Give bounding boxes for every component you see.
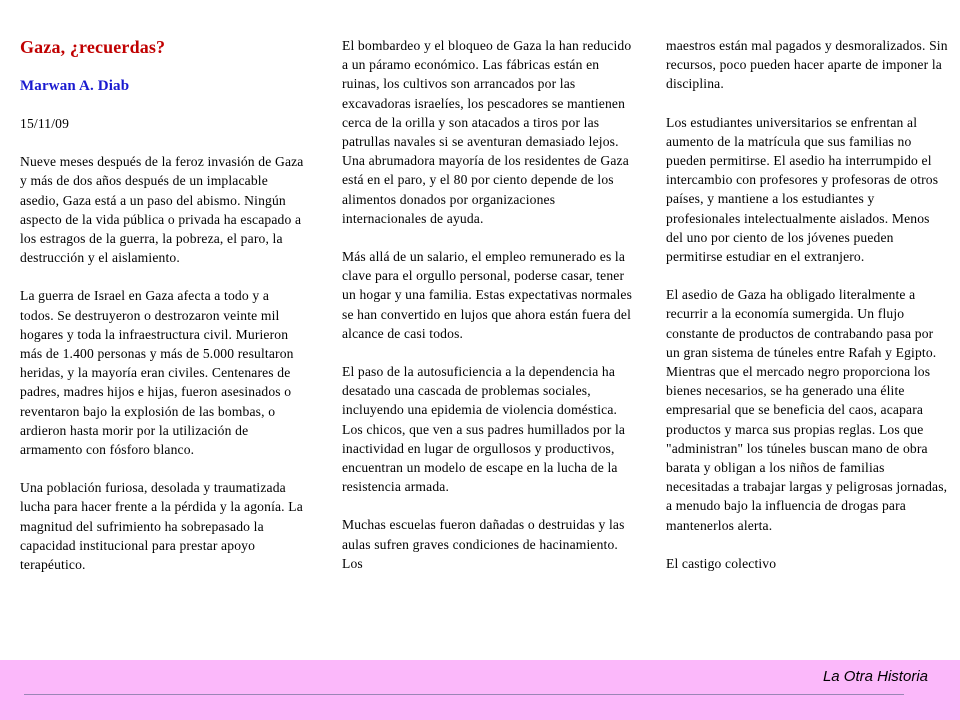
paragraph: Los estudiantes universitarios se enfrentan al aumento de la matrícula que sus familias no pueden permitirse. El asedio ha interrumpido el intercambio con profesores y profesoras de otros países, y mantiene a los estudiantes y profesionales intelectualmente aislados. Menos del uno por ciento de los jóvenes pueden permitirse estudiar en el extranjero.	[666, 114, 939, 265]
paragraph: Nueve meses después de la feroz invasión de Gaza y más de dos años después de un implacable asedio, Gaza está a un paso del abismo. Ningún aspecto de la vida pública o privada ha escapado a los estragos de la guerra, la pobreza, el paro, la destrucción y el aislamiento.	[20, 154, 304, 266]
footer-label: La Otra Historia	[822, 668, 928, 685]
paragraph: El castigo colectivo	[666, 555, 777, 571]
column-2	[342, 36, 632, 592]
paragraph: Una población furiosa, desolada y traumatizada lucha para hacer frente a la pérdida y la agonía. La magnitud del sufrimiento ha sobrepasado la capacidad institucional para prestar apoyo terapéutico.	[20, 480, 303, 573]
article-date: 15/11/09	[20, 116, 70, 131]
paragraph: Más allá de un salario, el empleo remunerado es la clave para el orgullo personal, poderse casar, tener un hogar y una familia. Estas expectativas normales se han convertido en lujos que ahora están fuera del alcance de casi todos.	[342, 249, 633, 341]
article-title: Gaza, ¿recuerdas?	[20, 37, 166, 57]
footer-divider	[24, 694, 904, 695]
paragraph: La guerra de Israel en Gaza afecta a todo y a todos. Se destruyeron o destrozaron veinte mil hogares y toda la infraestructura civil. Murieron más de 1.400 personas y más de 5.000 resultaron heridas, y la mayoría eran civiles. Centenares de padres, madres hijos e hijas, fueron asesinados o reventaron bajo la explosión de las bombas, o ardieron hasta morir por la utilización de armamento con fósforo blanco.	[20, 288, 294, 458]
column-1	[20, 36, 305, 593]
paragraph: El asedio de Gaza ha obligado literalmente a recurrir a la economía sumergida. Un flujo constante de productos de contrabando pasa por un gran sistema de túneles entre Rafah y Egipto. Mientras que el mercado negro proporciona los bienes necesarios, se ha generado una élite empresarial que se beneficia del caos, acapara productos y marca sus propias reglas. Los que "administran" los túneles buscan mano de obra barata y obligan a los niños de familias necesitadas a trabajar largas y peligrosas jornadas, a menudo bajo la influencia de drogas para mantenerlos alerta.	[666, 287, 948, 533]
paragraph: maestros están mal pagados y desmoralizados. Sin recursos, poco pueden hacer aparte de imponer la disciplina.	[666, 38, 948, 92]
footer-band	[0, 660, 960, 720]
column-3	[666, 36, 948, 592]
paragraph: El bombardeo y el bloqueo de Gaza la han reducido a un páramo económico. Las fábricas están en ruinas, los cultivos son arrancados por las excavadoras israelíes, los pescadores se mantienen cerca de la orilla y son atacados a tiros por las patrullas navales si se aventuran demasiado lejos. Una abrumadora mayoría de los residentes de Gaza está en el paro, y el 80 por ciento depende de los alimentos donados por organizaciones internacionales de ayuda.	[342, 38, 632, 226]
article-author: Marwan A. Diab	[20, 78, 130, 94]
paragraph: El paso de la autosuficiencia a la dependencia ha desatado una cascada de problemas sociales, incluyendo una epidemia de violencia doméstica. Los chicos, que ven a sus padres humillados por la inactividad en lugar de orgullosos y productivos, encuentran un modelo de escape en la lucha de la resistencia armada.	[342, 364, 626, 495]
paragraph: Muchas escuelas fueron dañadas o destruidas y las aulas sufren graves condiciones de hacinamiento. Los	[342, 517, 625, 571]
